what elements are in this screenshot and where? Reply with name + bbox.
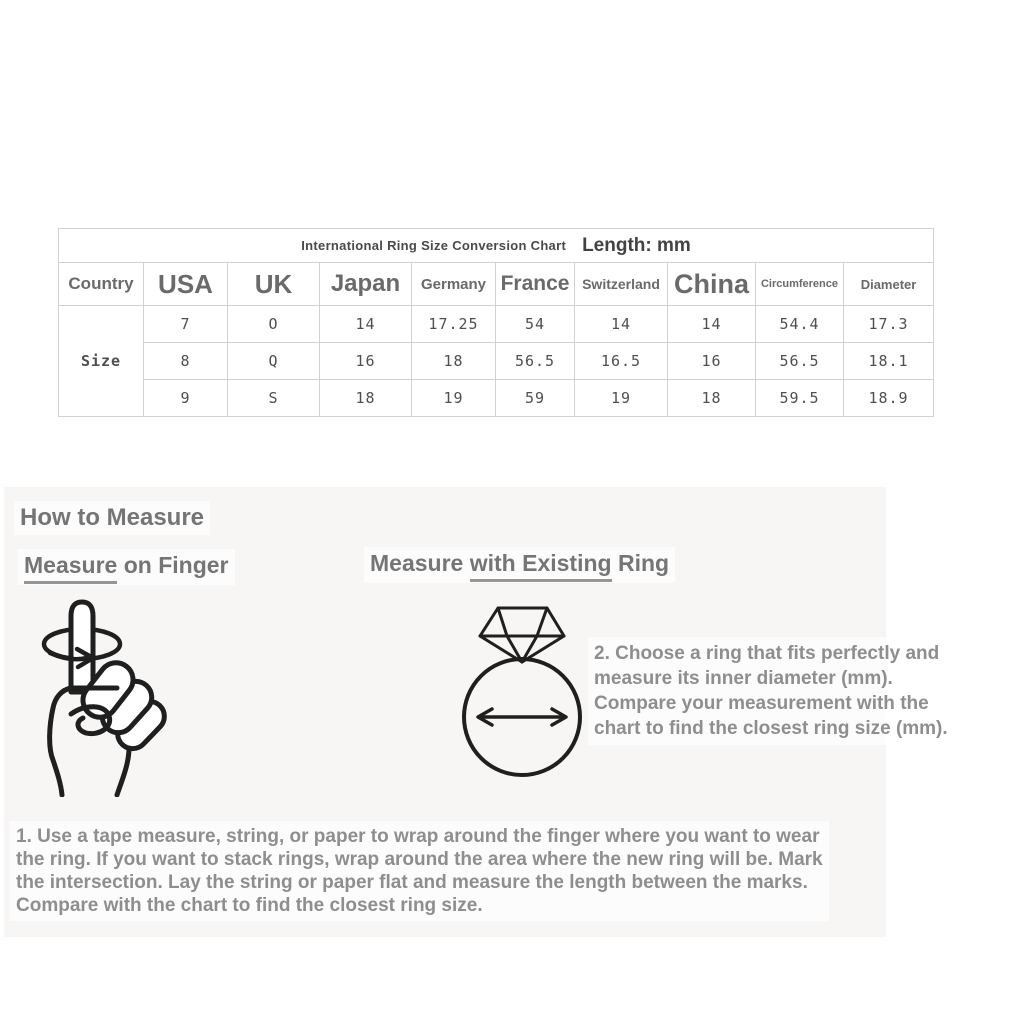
column-header-usa: USA <box>144 263 228 306</box>
cell-usa-9: 9 <box>144 380 228 417</box>
cell-france-56-5: 56.5 <box>496 343 575 380</box>
column-header-switzerland: Switzerland <box>575 263 668 306</box>
table-row <box>59 306 934 343</box>
step-1-line: 1. Use a tape measure, string, or paper to wrap around the finger where you want to wear <box>16 826 820 847</box>
cell-circumference-59-5: 59.5 <box>756 380 844 417</box>
cell-uk-s: S <box>228 380 320 417</box>
cell-switzerland-14: 14 <box>575 306 668 343</box>
step-2-line: 2. Choose a ring that fits perfectly and <box>594 643 940 664</box>
step-1-line: the ring. If you want to stack rings, wrap around the area where the new ring will be. Mark <box>16 849 823 870</box>
underlined-word: Measure <box>24 552 117 584</box>
cell-japan-18: 18 <box>320 380 412 417</box>
cell-usa-8: 8 <box>144 343 228 380</box>
row-group-label-size: Size <box>59 306 144 417</box>
column-header-china: China <box>668 263 756 306</box>
heading-pre: Measure <box>370 550 470 576</box>
column-header-circumference: Circumference <box>756 263 844 306</box>
measure-with-ring-heading <box>364 547 675 583</box>
cell-switzerland-19: 19 <box>575 380 668 417</box>
cell-japan-16: 16 <box>320 343 412 380</box>
cell-france-54: 54 <box>496 306 575 343</box>
table-title: International Ring Size Conversion Chart <box>301 238 567 253</box>
diamond-icon <box>480 608 564 662</box>
step-2-line: measure its inner diameter (mm). <box>594 668 893 689</box>
heading-rest: Ring <box>611 550 670 576</box>
ring-size-chart-section <box>58 228 933 417</box>
how-to-measure-heading: How to Measure <box>14 501 210 535</box>
table-row <box>59 380 934 417</box>
heading-rest: on Finger <box>117 552 229 578</box>
column-header-uk: UK <box>228 263 320 306</box>
length-unit-label: Length: mm <box>582 234 691 256</box>
how-to-measure-panel <box>4 487 948 937</box>
step-1-line: Compare with the chart to find the closest ring size. <box>16 895 483 916</box>
step-2-line: chart to find the closest ring size (mm). <box>594 718 948 739</box>
step-1-line: the intersection. Lay the string or paper flat and measure the length between the marks. <box>16 872 808 893</box>
ring-inner-diameter-illustration <box>450 600 600 785</box>
cell-uk-o: O <box>228 306 320 343</box>
cell-germany-19: 19 <box>412 380 496 417</box>
palm-left-wrist <box>50 688 71 795</box>
index-finger-outline <box>71 602 93 692</box>
ring-size-table <box>58 228 934 417</box>
step-2-instructions <box>588 637 954 745</box>
table-title-row <box>59 229 934 263</box>
palm-right-wrist <box>117 748 129 795</box>
column-header-diameter: Diameter <box>844 263 934 306</box>
cell-uk-q: Q <box>228 343 320 380</box>
column-header-germany: Germany <box>412 263 496 306</box>
cell-japan-14: 14 <box>320 306 412 343</box>
underlined-words: with Existing <box>470 550 612 582</box>
column-header-japan: Japan <box>320 263 412 306</box>
column-header-france: France <box>496 263 575 306</box>
cell-diameter-18-9: 18.9 <box>844 380 934 417</box>
cell-china-16: 16 <box>668 343 756 380</box>
cell-diameter-18-1: 18.1 <box>844 343 934 380</box>
cell-circumference-56-5: 56.5 <box>756 343 844 380</box>
cell-germany-18: 18 <box>412 343 496 380</box>
cell-diameter-17-3: 17.3 <box>844 306 934 343</box>
finger-wrap-measure-illustration <box>25 592 175 797</box>
cell-usa-7: 7 <box>144 306 228 343</box>
step-1-instructions <box>10 821 829 921</box>
cell-china-14: 14 <box>668 306 756 343</box>
step-2-line: Compare your measurement with the <box>594 693 929 714</box>
cell-france-59: 59 <box>496 380 575 417</box>
cell-circumference-54-4: 54.4 <box>756 306 844 343</box>
cell-switzerland-16-5: 16.5 <box>575 343 668 380</box>
cell-china-18: 18 <box>668 380 756 417</box>
table-header-row <box>59 263 934 306</box>
table-row <box>59 343 934 380</box>
measure-on-finger-heading <box>18 549 235 585</box>
cell-germany-17-25: 17.25 <box>412 306 496 343</box>
column-header-country: Country <box>59 263 144 306</box>
